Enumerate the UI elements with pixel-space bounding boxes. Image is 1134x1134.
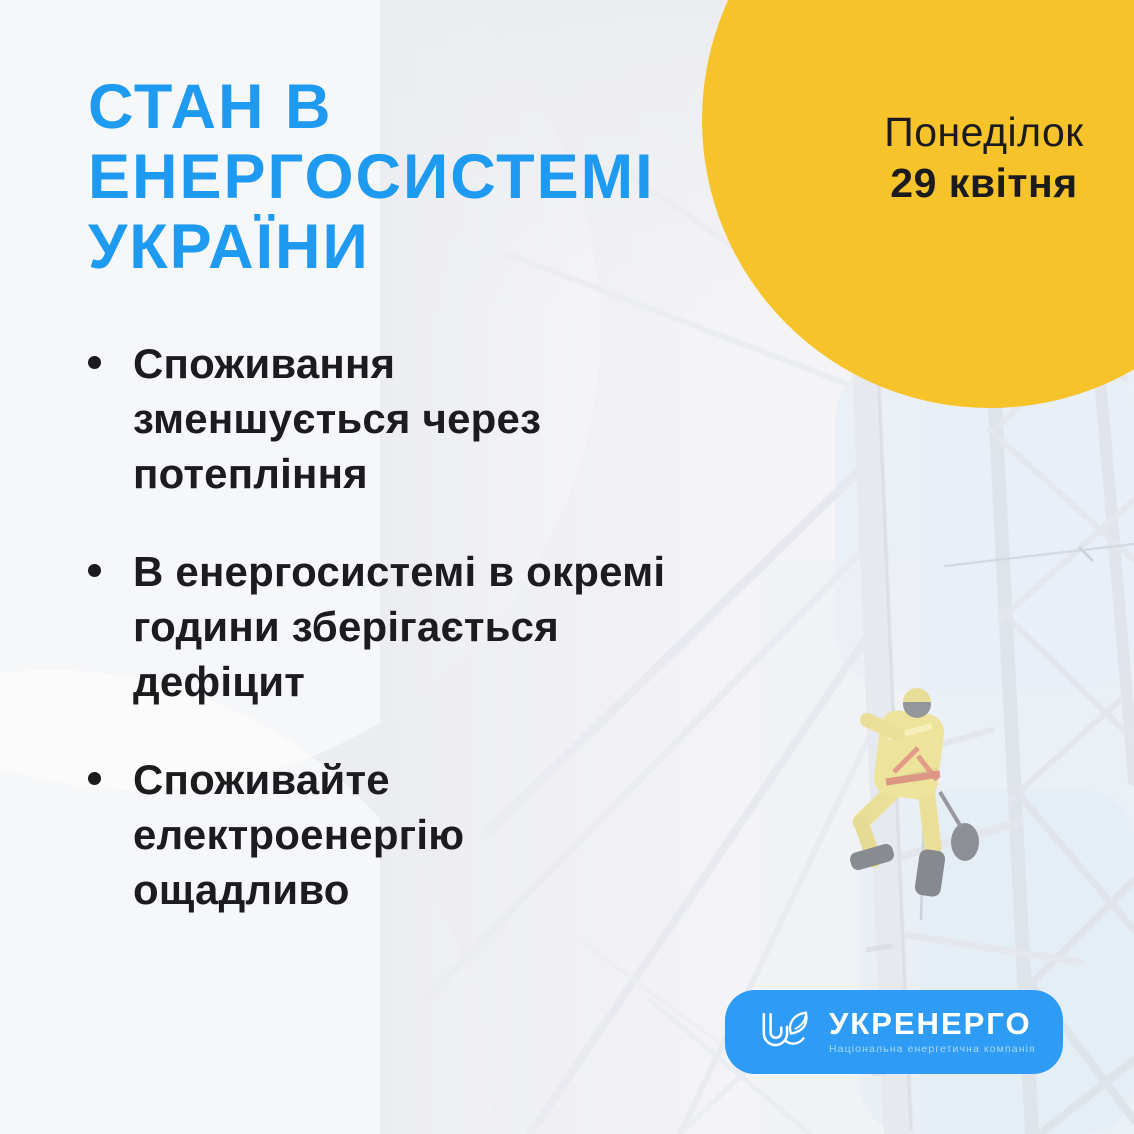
title-line-1: СТАН В <box>88 72 333 142</box>
company-tagline: Національна енергетична компанія <box>829 1043 1036 1055</box>
bullet-line: Споживайте <box>133 756 390 803</box>
ukrenergo-u-leaf-icon <box>759 1009 817 1056</box>
bullet-text <box>133 544 665 709</box>
title-line-2: ЕНЕРГОСИСТЕМІ <box>88 142 655 212</box>
bullet-dot-icon <box>88 772 101 785</box>
bullet-line: потепління <box>133 450 368 497</box>
bullet-text <box>133 752 464 917</box>
weekday-label: Понеділок <box>884 109 1084 155</box>
bullet-line: електроенергію <box>133 811 465 858</box>
company-logo-badge <box>725 990 1063 1074</box>
list-item <box>88 336 748 501</box>
date-label: 29 квітня <box>890 160 1078 206</box>
bullet-text <box>133 336 541 501</box>
list-item <box>88 752 748 917</box>
badge-texts <box>829 1008 1036 1056</box>
bullet-dot-icon <box>88 356 101 369</box>
bullet-line: години зберігається <box>133 603 559 650</box>
company-name: УКРЕНЕРГО <box>829 1006 1032 1041</box>
bullet-line: ощадливо <box>133 866 350 913</box>
bullet-line: дефіцит <box>133 658 306 705</box>
page-title <box>88 72 655 282</box>
bullet-line: В енергосистемі в окремі <box>133 548 666 595</box>
list-item <box>88 544 748 709</box>
bullet-line: зменшується через <box>133 395 542 442</box>
date-block <box>838 108 1130 206</box>
bullet-line: Споживання <box>133 340 396 387</box>
title-line-3: УКРАЇНИ <box>88 212 370 282</box>
bullet-list <box>88 336 748 960</box>
bullet-dot-icon <box>88 564 101 577</box>
